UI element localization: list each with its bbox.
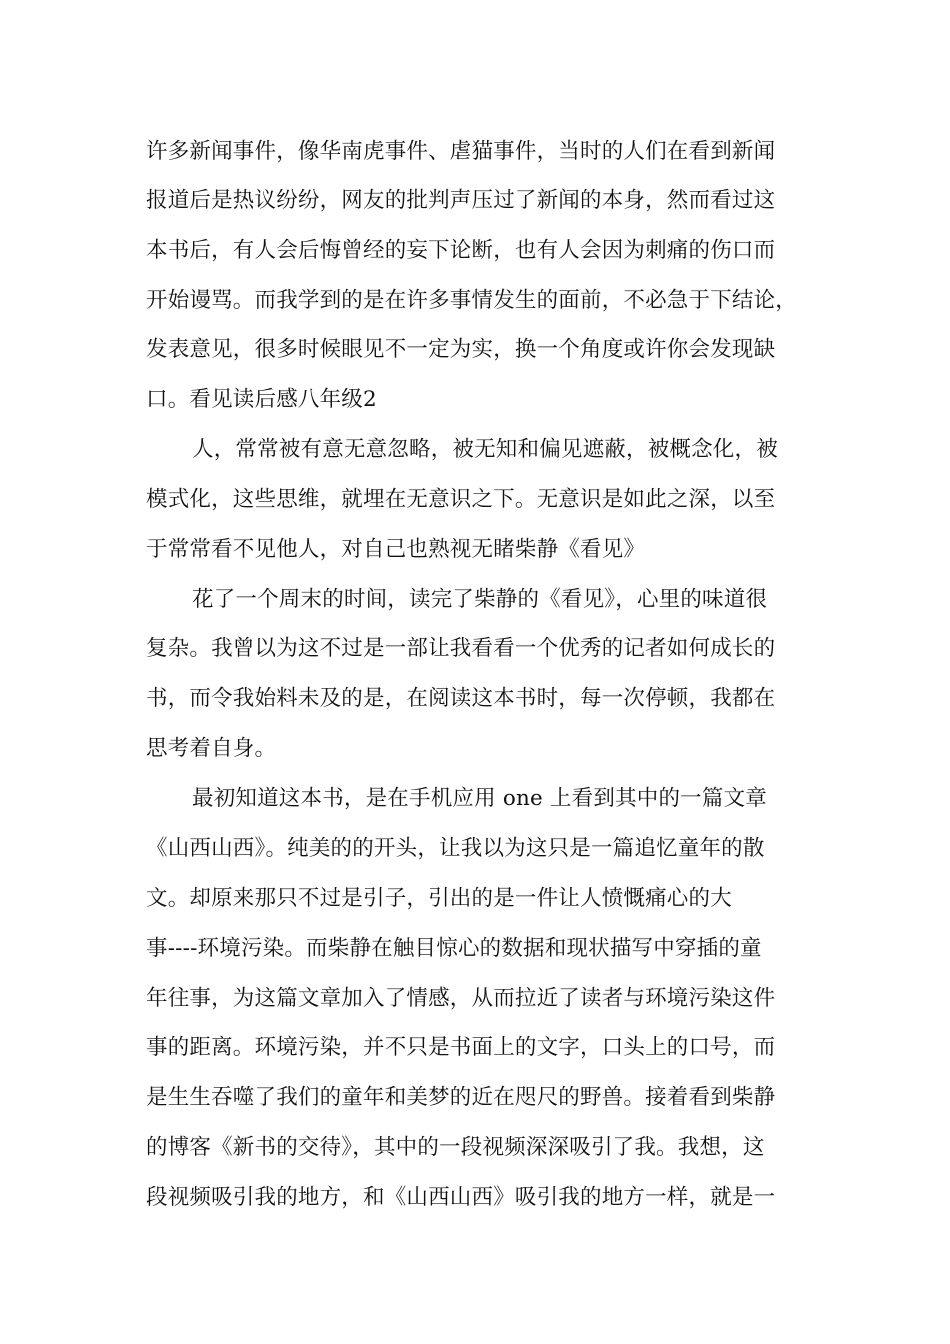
text-line: 许多新闻事件，像华南虎事件、虐猫事件，当时的人们在看到新闻 bbox=[146, 139, 776, 164]
text-line: 思考着自身。 bbox=[146, 736, 277, 761]
text-line: 事的距离。环境污染，并不只是书面上的文字，口头上的口号，而 bbox=[146, 1035, 776, 1060]
text-line: 事----环境污染。而柴静在触目惊心的数据和现状描写中穿插的童 bbox=[146, 936, 762, 961]
text-line: 《山西山西》。纯美的的开头，让我以为这只是一篇追忆童年的散 bbox=[146, 836, 765, 861]
text-line: 年往事，为这篇文章加入了情感，从而拉近了读者与环境污染这件 bbox=[146, 986, 776, 1011]
text-line: 段视频吸引我的地方，和《山西山西》吸引我的地方一样，就是一 bbox=[146, 1185, 776, 1210]
text-line: 开始谩骂。而我学到的是在许多事情发生的面前，不必急于下结论， bbox=[146, 288, 798, 313]
text-line: 本书后，有人会后悔曾经的妄下论断，也有人会因为刺痛的伤口而 bbox=[146, 238, 776, 263]
text-line: 于常常看不见他人，对自己也熟视无睹柴静《看见》 bbox=[146, 537, 646, 562]
text-line: 是生生吞噬了我们的童年和美梦的近在咫尺的野兽。接着看到柴静 bbox=[146, 1085, 776, 1110]
text-line: 花了一个周末的时间，读完了柴静的《看见》，心里的味道很 bbox=[192, 587, 768, 612]
text-line: 最初知道这本书，是在手机应用 one 上看到其中的一篇文章 bbox=[192, 786, 767, 811]
text-line: 口。看见读后感八年级2 bbox=[146, 387, 377, 412]
text-line: 人，常常被有意无意忽略，被无知和偏见遮蔽，被概念化，被 bbox=[192, 437, 778, 462]
text-line: 模式化，这些思维，就埋在无意识之下。无意识是如此之深，以至 bbox=[146, 487, 776, 512]
text-line: 报道后是热议纷纷，网友的批判声压过了新闻的本身，然而看过这 bbox=[146, 188, 776, 213]
text-line: 发表意见，很多时候眼见不一定为实，换一个角度或许你会发现缺 bbox=[146, 337, 776, 362]
text-line: 书，而令我始料未及的是，在阅读这本书时，每一次停顿，我都在 bbox=[146, 686, 776, 711]
text-line: 文。却原来那只不过是引子，引出的是一件让人愤慨痛心的大 bbox=[146, 886, 732, 911]
text-line: 的博客《新书的交待》，其中的一段视频深深吸引了我。我想，这 bbox=[146, 1135, 765, 1160]
text-line: 复杂。我曾以为这不过是一部让我看看一个优秀的记者如何成长的 bbox=[146, 636, 776, 661]
